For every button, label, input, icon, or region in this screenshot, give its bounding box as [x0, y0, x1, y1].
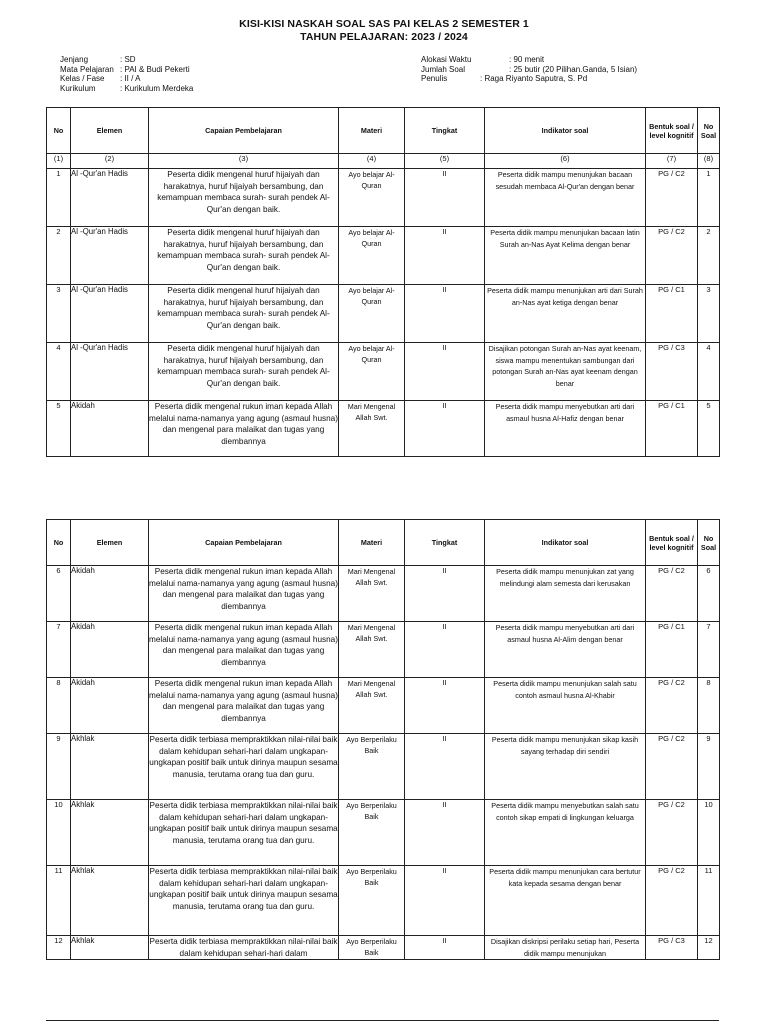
cell-nosoal: 5 [698, 401, 720, 457]
cell-no: 7 [47, 622, 71, 678]
column-number: (5) [405, 154, 485, 169]
cell-tingkat: II [405, 169, 485, 227]
cell-nosoal: 12 [698, 936, 720, 960]
document-title: KISI-KISI NASKAH SOAL SAS PAI KELAS 2 SEMESTER 1 [239, 18, 529, 30]
cell-nosoal: 11 [698, 866, 720, 936]
cell-no: 4 [47, 343, 71, 401]
cell-elemen: Al -Qur'an Hadis [71, 227, 149, 285]
cell-bentuk: PG / C1 [646, 285, 698, 343]
col-header-nosoal: No Soal [698, 108, 720, 154]
cell-tingkat: II [405, 343, 485, 401]
table-row [47, 227, 720, 285]
cell-materi: Mari Mengenal Allah Swt. [339, 622, 405, 678]
cell-tingkat: II [405, 566, 485, 622]
header-row [47, 108, 720, 154]
cell-bentuk: PG / C1 [646, 401, 698, 457]
cell-tingkat: II [405, 401, 485, 457]
cell-no: 9 [47, 734, 71, 800]
document-subtitle: TAHUN PELAJARAN: 2023 / 2024 [300, 31, 468, 43]
cell-materi: Ayo belajar Al-Quran [339, 285, 405, 343]
table-row [47, 285, 720, 343]
cell-nosoal: 10 [698, 800, 720, 866]
table-row [47, 678, 720, 734]
header-row [47, 520, 720, 566]
meta-kurikulum: Kurikulum : Kurikulum Merdeka [60, 83, 194, 93]
col-header-indikator: Indikator soal [485, 520, 646, 566]
cell-elemen: Akidah [71, 678, 149, 734]
meta-jenjang: Jenjang : SD [60, 55, 136, 64]
column-number: (2) [71, 154, 149, 169]
cell-materi: Mari Mengenal Allah Swt. [339, 678, 405, 734]
cell-elemen: Al -Qur'an Hadis [71, 169, 149, 227]
kisi-kisi-table-page1 [46, 107, 720, 457]
meta-kelas-fase: Kelas / Fase : II / A [60, 74, 141, 84]
cell-elemen: Akhlak [71, 800, 149, 866]
cell-bentuk: PG / C2 [646, 169, 698, 227]
meta-left-block [60, 55, 193, 93]
cell-capaian: Peserta didik mengenal huruf hijaiyah dan harakatnya, huruf hijaiyah bersambung, dan kemampuan membaca surah- surah pendek Al-Qur'an dengan baik. [149, 227, 339, 285]
cell-no: 3 [47, 285, 71, 343]
cell-elemen: Al -Qur'an Hadis [71, 343, 149, 401]
cell-indikator: Peserta didik mampu menunjukan bacaan latin Surah an-Nas Ayat Kelima dengan benar [485, 227, 646, 285]
cell-bentuk: PG / C2 [646, 800, 698, 866]
table-row [47, 169, 720, 227]
column-number: (3) [149, 154, 339, 169]
table-body [47, 566, 720, 960]
cell-capaian: Peserta didik mengenal rukun iman kepada Allah melalui nama-namanya yang agung (asmaul husna) dan mengenal para malaikat dan tugas yang diembannya [149, 678, 339, 734]
cell-tingkat: II [405, 936, 485, 960]
col-header-bentuk: Bentuk soal / level kognitif [646, 520, 698, 566]
cell-capaian: Peserta didik mengenal rukun iman kepada Allah melalui nama-namanya yang agung (asmaul husna) dan mengenal para malaikat dan tugas yang diembannya [149, 622, 339, 678]
column-number: (8) [698, 154, 720, 169]
table-row [47, 622, 720, 678]
cell-bentuk: PG / C1 [646, 622, 698, 678]
cell-elemen: Akhlak [71, 866, 149, 936]
cell-indikator: Peserta didik mampu menunjukan salah satu contoh asmaul husna Al-Khabir [485, 678, 646, 734]
table-row [47, 566, 720, 622]
cell-materi: Ayo belajar Al-Quran [339, 343, 405, 401]
cell-capaian: Peserta didik terbiasa mempraktikkan nilai-nilai baik dalam kehidupan sehari-hari dalam ungkapan-ungkapan positif baik untuk dirinya maupun sesama manusia, terutama orang tua dan guru. [149, 800, 339, 866]
meta-penulis: Penulis : Raga Riyanto Saputra, S. Pd [421, 74, 588, 84]
cell-materi: Ayo Berperilaku Baik [339, 866, 405, 936]
meta-alokasi-waktu: Alokasi Waktu : 90 menit [421, 55, 545, 64]
col-header-indikator: Indikator soal [485, 108, 646, 154]
col-header-tingkat: Tingkat [405, 108, 485, 154]
cell-nosoal: 9 [698, 734, 720, 800]
cell-indikator: Peserta didik mampu menyebutkan salah satu contoh sikap empati di lingkungan keluarga [485, 800, 646, 866]
cell-bentuk: PG / C2 [646, 566, 698, 622]
cell-tingkat: II [405, 678, 485, 734]
cell-no: 8 [47, 678, 71, 734]
cell-indikator: Peserta didik mampu menyebutkan arti dari asmaul husna Al-Alim dengan benar [485, 622, 646, 678]
col-header-no: No [47, 108, 71, 154]
cell-capaian: Peserta didik mengenal rukun iman kepada Allah melalui nama-namanya yang agung (asmaul husna) dan mengenal para malaikat dan tugas yang diembannya [149, 566, 339, 622]
cell-capaian: Peserta didik mengenal huruf hijaiyah dan harakatnya, huruf hijaiyah bersambung, dan kemampuan membaca surah- surah pendek Al-Qur'an dengan baik. [149, 169, 339, 227]
cell-tingkat: II [405, 285, 485, 343]
cell-materi: Ayo belajar Al-Quran [339, 169, 405, 227]
cell-nosoal: 4 [698, 343, 720, 401]
col-header-elemen: Elemen [71, 520, 149, 566]
cell-no: 2 [47, 227, 71, 285]
cell-elemen: Akhlak [71, 734, 149, 800]
cell-elemen: Akidah [71, 566, 149, 622]
cell-no: 11 [47, 866, 71, 936]
cell-materi: Mari Mengenal Allah Swt. [339, 401, 405, 457]
cell-bentuk: PG / C2 [646, 227, 698, 285]
cell-tingkat: II [405, 866, 485, 936]
cell-capaian: Peserta didik terbiasa mempraktikkan nilai-nilai baik dalam kehidupan sehari-hari dalam ungkapan-ungkapan positif baik untuk dirinya maupun sesama manusia, terutama orang tua dan guru. [149, 734, 339, 800]
cell-nosoal: 7 [698, 622, 720, 678]
col-header-elemen: Elemen [71, 108, 149, 154]
cell-nosoal: 1 [698, 169, 720, 227]
column-number: (6) [485, 154, 646, 169]
cell-nosoal: 2 [698, 227, 720, 285]
col-header-no: No [47, 520, 71, 566]
cell-capaian: Peserta didik mengenal rukun iman kepada Allah melalui nama-namanya yang agung (asmaul husna) dan mengenal para malaikat dan tugas yang diembannya [149, 401, 339, 457]
col-header-materi: Materi [339, 108, 405, 154]
cell-capaian: Peserta didik mengenal huruf hijaiyah dan harakatnya, huruf hijaiyah bersambung, dan kemampuan membaca surah- surah pendek Al-Qur'an dengan baik. [149, 285, 339, 343]
cell-no: 6 [47, 566, 71, 622]
col-header-bentuk: Bentuk soal / level kognitif [646, 108, 698, 154]
cell-indikator: Peserta didik mampu menunjukan bacaan sesudah membaca Al-Qur'an dengan benar [485, 169, 646, 227]
cell-bentuk: PG / C2 [646, 678, 698, 734]
cell-bentuk: PG / C3 [646, 343, 698, 401]
footer-divider [46, 1020, 719, 1021]
table-body [47, 169, 720, 457]
cell-bentuk: PG / C3 [646, 936, 698, 960]
col-header-nosoal: No Soal [698, 520, 720, 566]
cell-bentuk: PG / C2 [646, 734, 698, 800]
cell-elemen: Akidah [71, 401, 149, 457]
cell-indikator: Disajikan potongan Surah an-Nas ayat keenam, siswa mampu menentukan sambungan dari potongan Surah an-Nas ayat keenam dengan benar [485, 343, 646, 401]
table-row [47, 800, 720, 866]
meta-mata-pelajaran: Mata Pelajaran : PAI & Budi Pekerti [60, 64, 190, 74]
cell-materi: Mari Mengenal Allah Swt. [339, 566, 405, 622]
cell-materi: Ayo Berperilaku Baik [339, 936, 405, 960]
table-row [47, 401, 720, 457]
cell-indikator: Peserta didik mampu menunjukan cara bertutur kata kepada sesama dengan benar [485, 866, 646, 936]
table-row [47, 936, 720, 960]
cell-tingkat: II [405, 800, 485, 866]
cell-capaian: Peserta didik terbiasa mempraktikkan nilai-nilai baik dalam kehidupan sehari-hari dalam [149, 937, 338, 958]
cell-tingkat: II [405, 622, 485, 678]
cell-capaian: Peserta didik terbiasa mempraktikkan nilai-nilai baik dalam kehidupan sehari-hari dalam ungkapan-ungkapan positif baik untuk dirinya maupun sesama manusia, terutama orang tua dan guru. [149, 866, 339, 936]
column-number: (1) [47, 154, 71, 169]
col-header-tingkat: Tingkat [405, 520, 485, 566]
table-row [47, 343, 720, 401]
col-header-capaian: Capaian Pembelajaran [149, 520, 339, 566]
cell-no: 10 [47, 800, 71, 866]
meta-right-block [421, 55, 637, 84]
cell-materi: Ayo Berperilaku Baik [339, 800, 405, 866]
cell-indikator: Peserta didik mampu menunjukan zat yang melindungi alam semesta dari kerusakan [485, 566, 646, 622]
column-number: (4) [339, 154, 405, 169]
cell-elemen: Al -Qur'an Hadis [71, 285, 149, 343]
cell-bentuk: PG / C2 [646, 866, 698, 936]
cell-nosoal: 3 [698, 285, 720, 343]
cell-no: 1 [47, 169, 71, 227]
table-row [47, 734, 720, 800]
cell-no: 5 [47, 401, 71, 457]
cell-materi: Ayo belajar Al-Quran [339, 227, 405, 285]
cell-indikator: Peserta didik mampu menyebutkan arti dari asmaul husna Al-Hafiz dengan benar [485, 401, 646, 457]
cell-elemen: Akhlak [71, 936, 149, 960]
col-header-capaian: Capaian Pembelajaran [149, 108, 339, 154]
column-number-row [47, 154, 720, 169]
column-number: (7) [646, 154, 698, 169]
cell-materi: Ayo Berperilaku Baik [339, 734, 405, 800]
table-row [47, 866, 720, 936]
cell-capaian: Peserta didik mengenal huruf hijaiyah dan harakatnya, huruf hijaiyah bersambung, dan kemampuan membaca surah- surah pendek Al-Qur'an dengan baik. [149, 343, 339, 401]
meta-jumlah-soal: Jumlah Soal : 25 butir (20 Pilihan.Ganda, 5 Isian) [421, 64, 638, 74]
cell-indikator: Disajikan diskripsi perilaku setiap hari, Peserta didik mampu menunjukan [485, 936, 646, 960]
cell-indikator: Peserta didik mampu menunjukan arti dari Surah an-Nas ayat ketiga dengan benar [485, 285, 646, 343]
cell-tingkat: II [405, 734, 485, 800]
cell-no: 12 [47, 936, 71, 960]
col-header-materi: Materi [339, 520, 405, 566]
cell-indikator: Peserta didik mampu menunjukan sikap kasih sayang terhadap diri sendiri [485, 734, 646, 800]
kisi-kisi-table-page2 [46, 519, 720, 960]
cell-nosoal: 6 [698, 566, 720, 622]
cell-nosoal: 8 [698, 678, 720, 734]
cell-tingkat: II [405, 227, 485, 285]
cell-elemen: Akidah [71, 622, 149, 678]
